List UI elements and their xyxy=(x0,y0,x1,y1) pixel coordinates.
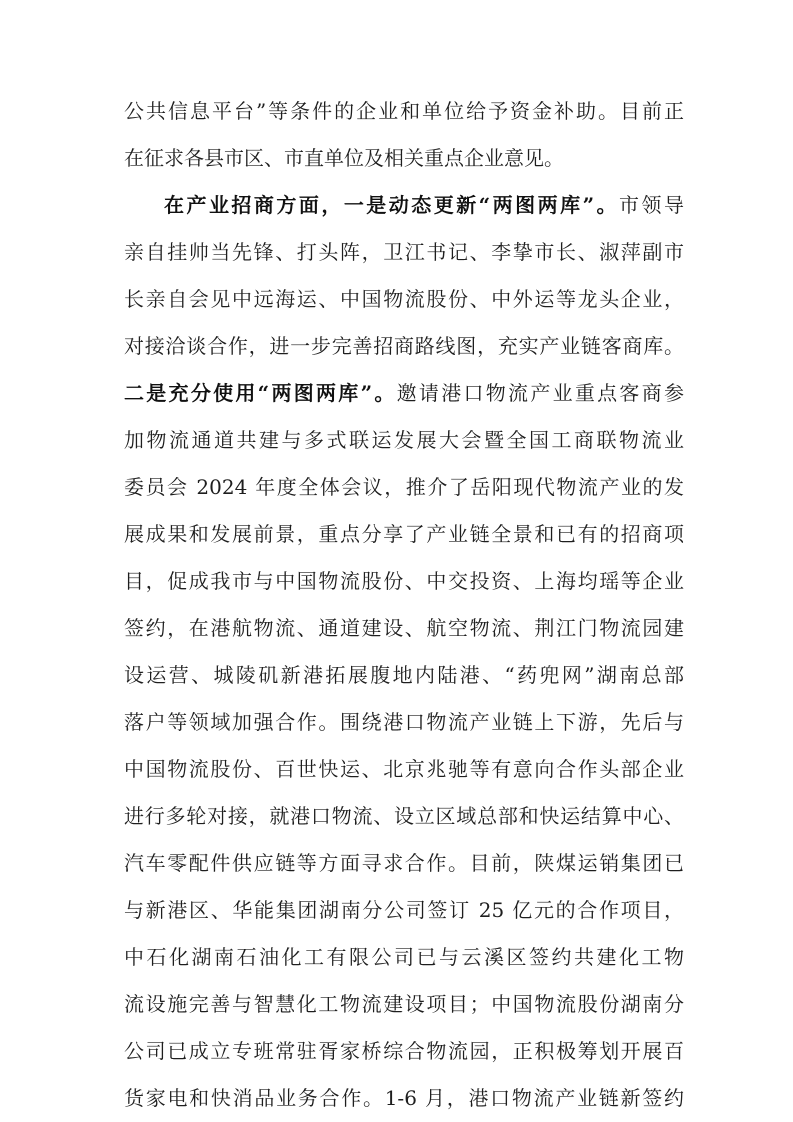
text-line xyxy=(124,652,684,699)
text-run: 设运营、城陵矶新港拓展腹地内陆港、“药兜网”湖南总部 xyxy=(124,663,684,687)
text-run: 委员会 2024 年度全体会议，推介了岳阳现代物流产业的发 xyxy=(124,475,684,499)
text-run: 市领导 xyxy=(619,193,685,217)
text-line xyxy=(124,323,684,370)
text-line xyxy=(124,276,684,323)
text-run: 亲自挂帅当先锋、打头阵，卫江书记、李挚市长、淑萍副市 xyxy=(124,240,684,264)
bold-heading-run: 二是充分使用“两图两库”。 xyxy=(124,381,397,405)
document-page xyxy=(124,88,684,1122)
text-line xyxy=(124,558,684,605)
text-line xyxy=(124,605,684,652)
text-run: 目，促成我市与中国物流股份、中交投资、上海均瑶等企业 xyxy=(124,569,684,593)
text-line xyxy=(124,699,684,746)
text-run: 流设施完善与智慧化工物流建设项目；中国物流股份湖南分 xyxy=(124,992,684,1016)
text-run: 公共信息平台”等条件的企业和单位给予资金补助。目前正 xyxy=(124,99,684,123)
text-line xyxy=(124,88,684,135)
text-run: 展成果和发展前景，重点分享了产业链全景和已有的招商项 xyxy=(124,522,684,546)
text-run: 在征求各县市区、市直单位及相关重点企业意见。 xyxy=(124,146,564,170)
text-run: 邀请港口物流产业重点客商参 xyxy=(396,381,684,405)
text-run: 对接洽谈合作，进一步完善招商路线图，充实产业链客商库。 xyxy=(124,334,684,358)
text-line xyxy=(124,370,684,417)
text-run: 公司已成立专班常驻胥家桥综合物流园，正积极筹划开展百 xyxy=(124,1039,684,1063)
text-line xyxy=(124,182,684,229)
text-line xyxy=(124,135,684,182)
text-line xyxy=(124,1075,684,1122)
text-line xyxy=(124,229,684,276)
text-run: 与新港区、华能集团湖南分公司签订 25 亿元的合作项目， xyxy=(124,898,684,922)
text-line xyxy=(124,511,684,558)
text-run: 落户等领域加强合作。围绕港口物流产业链上下游，先后与 xyxy=(124,710,684,734)
text-line xyxy=(124,1028,684,1075)
text-run: 中国物流股份、百世快运、北京兆驰等有意向合作头部企业 xyxy=(124,757,684,781)
text-line xyxy=(124,417,684,464)
text-run: 中石化湖南石油化工有限公司已与云溪区签约共建化工物 xyxy=(124,945,684,969)
text-run: 进行多轮对接，就港口物流、设立区域总部和快运结算中心、 xyxy=(124,804,684,828)
text-line xyxy=(124,887,684,934)
text-run: 长亲自会见中远海运、中国物流股份、中外运等龙头企业， xyxy=(124,287,684,311)
text-run: 签约，在港航物流、通道建设、航空物流、荆江门物流园建 xyxy=(124,616,684,640)
text-line xyxy=(124,934,684,981)
text-run: 汽车零配件供应链等方面寻求合作。目前，陕煤运销集团已 xyxy=(124,851,684,875)
text-run: 加物流通道共建与多式联运发展大会暨全国工商联物流业 xyxy=(124,428,684,452)
text-line xyxy=(124,746,684,793)
text-line xyxy=(124,981,684,1028)
text-line xyxy=(124,793,684,840)
bold-heading-run: 在产业招商方面，一是动态更新“两图两库”。 xyxy=(164,193,620,217)
text-run: 货家电和快消品业务合作。1-6 月，港口物流产业链新签约 xyxy=(124,1086,684,1110)
text-line xyxy=(124,840,684,887)
text-line xyxy=(124,464,684,511)
